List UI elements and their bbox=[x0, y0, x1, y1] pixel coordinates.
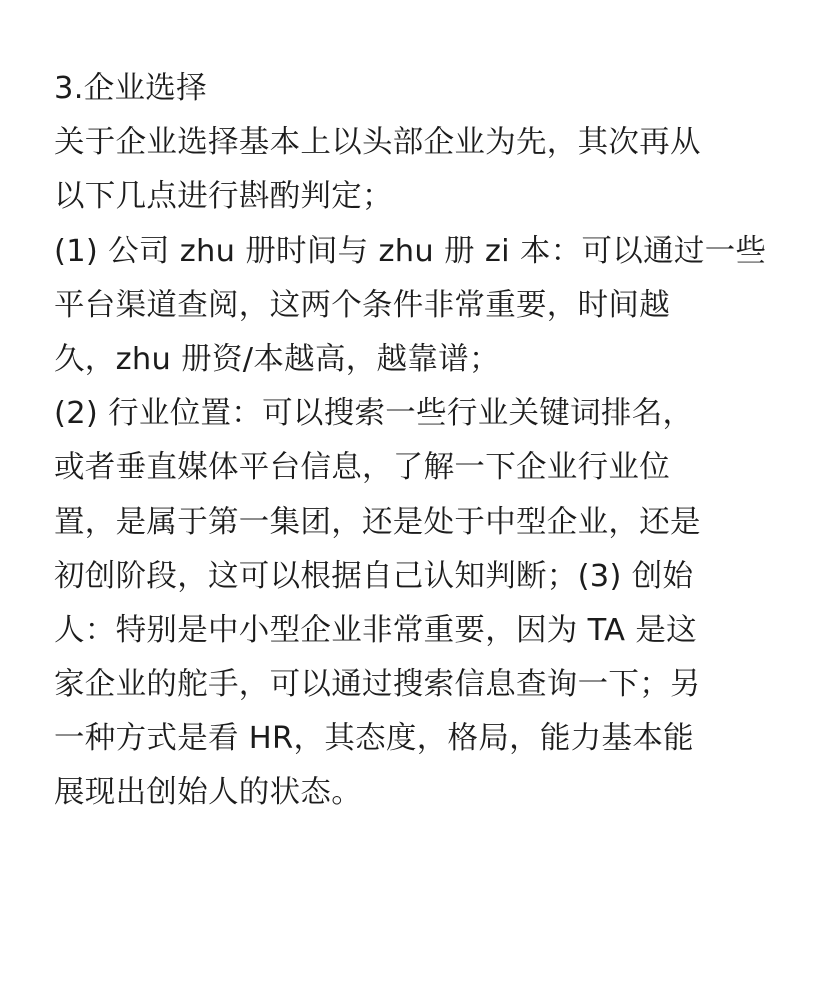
text-line: 人：特别是中小型企业非常重要，因为 TA 是这 bbox=[54, 612, 697, 648]
section-heading: 3.企业选择 bbox=[54, 71, 207, 106]
text-line: 关于企业选择基本上以头部企业为先，其次再从 bbox=[54, 125, 701, 161]
text-line: 置，是属于第一集团，还是处于中型企业，还是 bbox=[54, 504, 701, 540]
text-line: 以下几点进行斟酌判定； bbox=[54, 179, 393, 215]
text-line: 或者垂直媒体平台信息，了解一下企业行业位 bbox=[54, 450, 670, 486]
note-body bbox=[54, 62, 784, 821]
text-line: (1) 公司 zhu 册时间与 zhu 册 zi 本：可以通过一些 bbox=[54, 233, 767, 269]
text-line: (2) 行业位置：可以搜索一些行业关键词排名， bbox=[54, 396, 694, 432]
text-line: 平台渠道查阅，这两个条件非常重要，时间越 bbox=[54, 287, 670, 323]
text-line: 家企业的舵手，可以通过搜索信息查询一下；另 bbox=[54, 667, 701, 703]
text-line: 初创阶段，这可以根据自己认知判断；(3) 创始 bbox=[54, 558, 694, 594]
text-line: 一种方式是看 HR，其态度，格局，能力基本能 bbox=[54, 721, 694, 757]
text-line: 久，zhu 册资/本越高，越靠谱； bbox=[54, 341, 500, 377]
text-line: 展现出创始人的状态。 bbox=[54, 775, 362, 811]
